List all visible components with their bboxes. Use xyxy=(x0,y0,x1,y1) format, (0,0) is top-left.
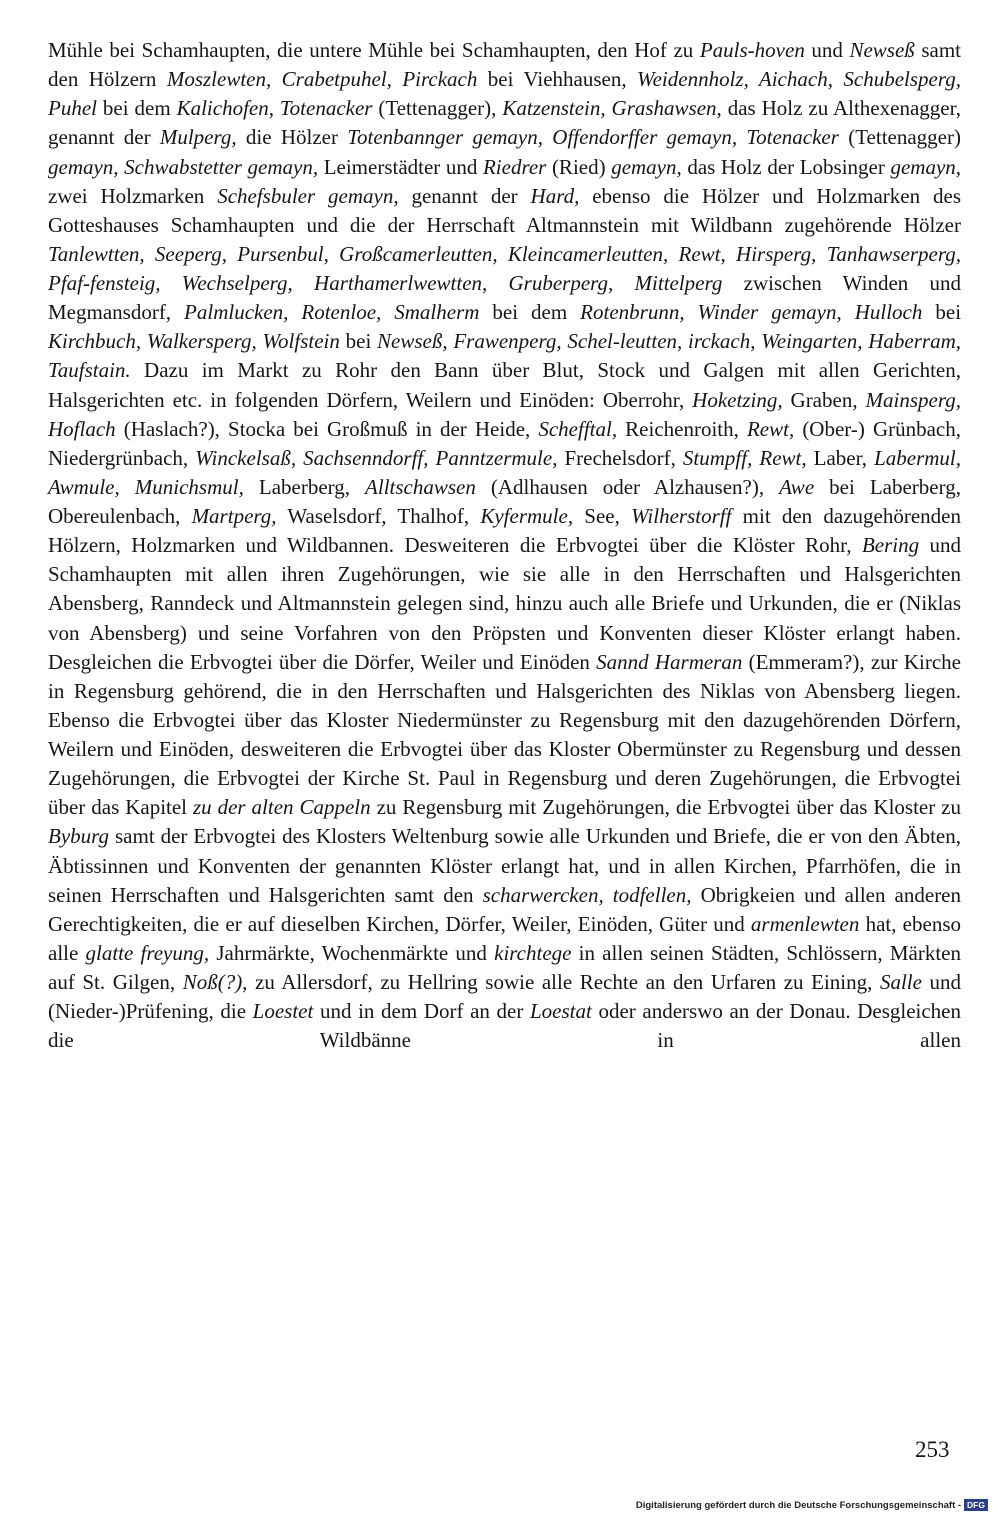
footer-credit xyxy=(636,1499,988,1511)
page-number: 253 xyxy=(915,1437,950,1462)
footer-text: Digitalisierung gefördert durch die Deutsche Forschungsgemeinschaft - xyxy=(635,1499,962,1511)
page-content xyxy=(48,36,961,1055)
dfg-logo-icon: DFG xyxy=(964,1499,988,1511)
body-paragraph: Mühle bei Schamhaupten, die untere Mühle bei Schamhaupten, den Hof zu Pauls-hoven und Newseß samt den Hölzern Moszlewten, Crabetpuhel, Pirckach bei Viehhausen, Weidennholz, Aichach, Schubelsperg, Puhel bei dem Kalichofen, Totenacker (Tettenagger), Katzenstein, Grashawsen, das Holz zu Althexenagger, genannt der Mulperg, die Hölzer Totenbannger gemayn, Offendorffer gemayn, Totenacker (Tettenagger) gemayn, Schwabstetter gemayn, Leimerstädter und Riedrer (Ried) gemayn, das Holz der Lobsinger gemayn, zwei Holzmarken Schefsbuler gemayn, genannt der Hard, ebenso die Hölzer und Holzmarken des Gotteshauses Schamhaupten und die der Herrschaft Altmannstein mit Wildbann zugehörende Hölzer Tanlewtten, Seeperg, Pursenbul, Großcamerleutten, Kleincamerleutten, Rewt, Hirsperg, Tanhawserperg, Pfaf-fensteig, Wechselperg, Harthamerlwewtten, Gruberperg, Mittelperg zwischen Winden und Megmansdorf, Palmlucken, Rotenloe, Smalherm bei dem Rotenbrunn, Winder gemayn, Hulloch bei Kirchbuch, Walkersperg, Wolfstein bei Newseß, Frawenperg, Schel-leutten, irckach, Weingarten, Haberram, Taufstain. Dazu im Markt zu Rohr den Bann über Blut, Stock und Galgen mit allen Gerichten, Halsgerichten etc. in folgenden Dörfern, Weilern und Einöden: Oberrohr, Hoketzing, Graben, Mainsperg, Hoflach (Haslach?), Stocka bei Großmuß in der Heide, Schefftal, Reichenroith, Rewt, (Ober-) Grünbach, Niedergrünbach, Winckelsaß, Sachsenndorff, Panntzermule, Frechelsdorf, Stumpff, Rewt, Laber, Labermul, Awmule, Munichsmul, Laberberg, Alltschawsen (Adlhausen oder Alzhausen?), Awe bei Laberberg, Obereulenbach, Martperg, Waselsdorf, Thalhof, Kyfermule, See, Wilherstorff mit den dazugehörenden Hölzern, Holzmarken und Wildbannen. Desweiteren die Erbvogtei über die Klöster Rohr, Bering und Schamhaupten mit allen ihren Zugehörungen, wie sie alle in den Herrschaften und Halsgerichten Abensberg, Ranndeck und Altmannstein gelegen sind, hinzu auch alle Briefe und Urkunden, die er (Niklas von Abensberg) und seine Vorfahren von den Pröpsten und Konventen dieser Klöster erlangt haben. Desgleichen die Erbvogtei über die Dörfer, Weiler und Einöden Sannd Harmeran (Emmeram?), zur Kirche in Regensburg gehörend, die in den Herrschaften und Halsgerichten des Niklas von Abensberg liegen. Ebenso die Erbvogtei über das Kloster Niedermünster zu Regensburg mit den dazugehörenden Dörfern, Weilern und Einöden, desweiteren die Erbvogtei über das Kloster Obermünster zu Regensburg und dessen Zugehörungen, die Erbvogtei der Kirche St. Paul in Regensburg und deren Zugehörungen, die Erbvogtei über das Kapitel zu der alten Cappeln zu Regensburg mit Zugehörungen, die Erbvogtei über das Kloster zu Byburg samt der Erbvogtei des Klosters Weltenburg sowie alle Urkunden und Briefe, die er von den Äbten, Äbtissinnen und Konventen der genannten Klöster erlangt hat, und in allen Kirchen, Pfarrhöfen, die in seinen Herrschaften und Halsgerichten samt den scharwercken, todfellen, Obrigkeien und allen anderen Gerechtigkeiten, die er auf dieselben Kirchen, Dörfer, Weiler, Einöden, Güter und armenlewten hat, ebenso alle glatte freyung, Jahrmärkte, Wochenmärkte und kirchtege in allen seinen Städten, Schlössern, Märkten auf St. Gilgen, Noß(?), zu Allersdorf, zu Hellring sowie alle Rechte an den Urfaren zu Eining, Salle und (Nieder-)Prüfening, die Loestet und in dem Dorf an der Loestat oder anderswo an der Donau. Desgleichen die Wildbänne in allen xyxy=(48,38,962,1053)
